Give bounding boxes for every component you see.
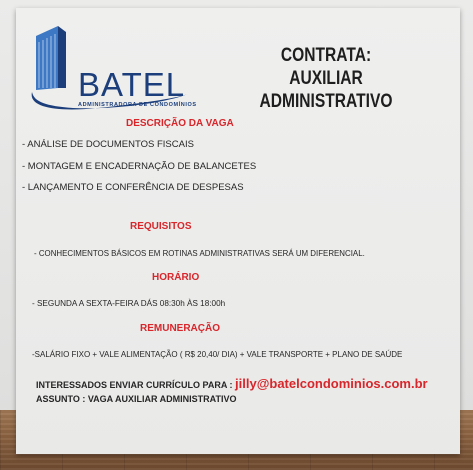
requisitos-text: - CONHECIMENTOS BÁSICOS EM ROTINAS ADMINISTRATIVAS SERÁ UM DIFERENCIAL. bbox=[34, 248, 365, 258]
brand-name: BATEL bbox=[78, 66, 186, 103]
contact-email[interactable]: jilly@batelcondominios.com.br bbox=[235, 376, 428, 391]
contact-subject: ASSUNTO : VAGA AUXILIAR ADMINISTRATIVO bbox=[36, 394, 237, 404]
contact-label: INTERESSADOS ENVIAR CURRÍCULO PARA : bbox=[36, 380, 233, 390]
headline-line-1: CONTRATA: bbox=[280, 45, 372, 66]
headline bbox=[228, 44, 425, 113]
headline-line-2: AUXILIAR ADMINISTRATIVO bbox=[259, 68, 393, 112]
brand-subtitle: ADMINISTRADORA DE CONDOMÍNIOS bbox=[78, 102, 197, 108]
remuneracao-text: -SALÁRIO FIXO + VALE ALIMENTAÇÃO ( R$ 20,40/ DIA) + VALE TRANSPORTE + PLANO DE SAÚDE bbox=[32, 349, 403, 359]
batel-logo bbox=[28, 20, 197, 115]
job-poster bbox=[16, 8, 460, 454]
section-title-horario: HORÁRIO bbox=[152, 272, 200, 283]
descricao-item-3: - LANÇAMENTO E CONFERÊNCIA DE DESPESAS bbox=[22, 182, 244, 193]
descricao-item-1: - ANÁLISE DE DOCUMENTOS FISCAIS bbox=[22, 139, 194, 150]
section-title-descricao: DESCRIÇÃO DA VAGA bbox=[126, 118, 234, 129]
descricao-item-2: - MONTAGEM E ENCADERNAÇÃO DE BALANCETES bbox=[22, 161, 257, 172]
section-title-remuneracao: REMUNERAÇÃO bbox=[140, 323, 220, 334]
horario-text: - SEGUNDA A SEXTA-FEIRA DÁS 08:30h ÀS 18:00h bbox=[32, 298, 226, 308]
section-title-requisitos: REQUISITOS bbox=[130, 221, 192, 232]
contact-line bbox=[36, 376, 428, 391]
